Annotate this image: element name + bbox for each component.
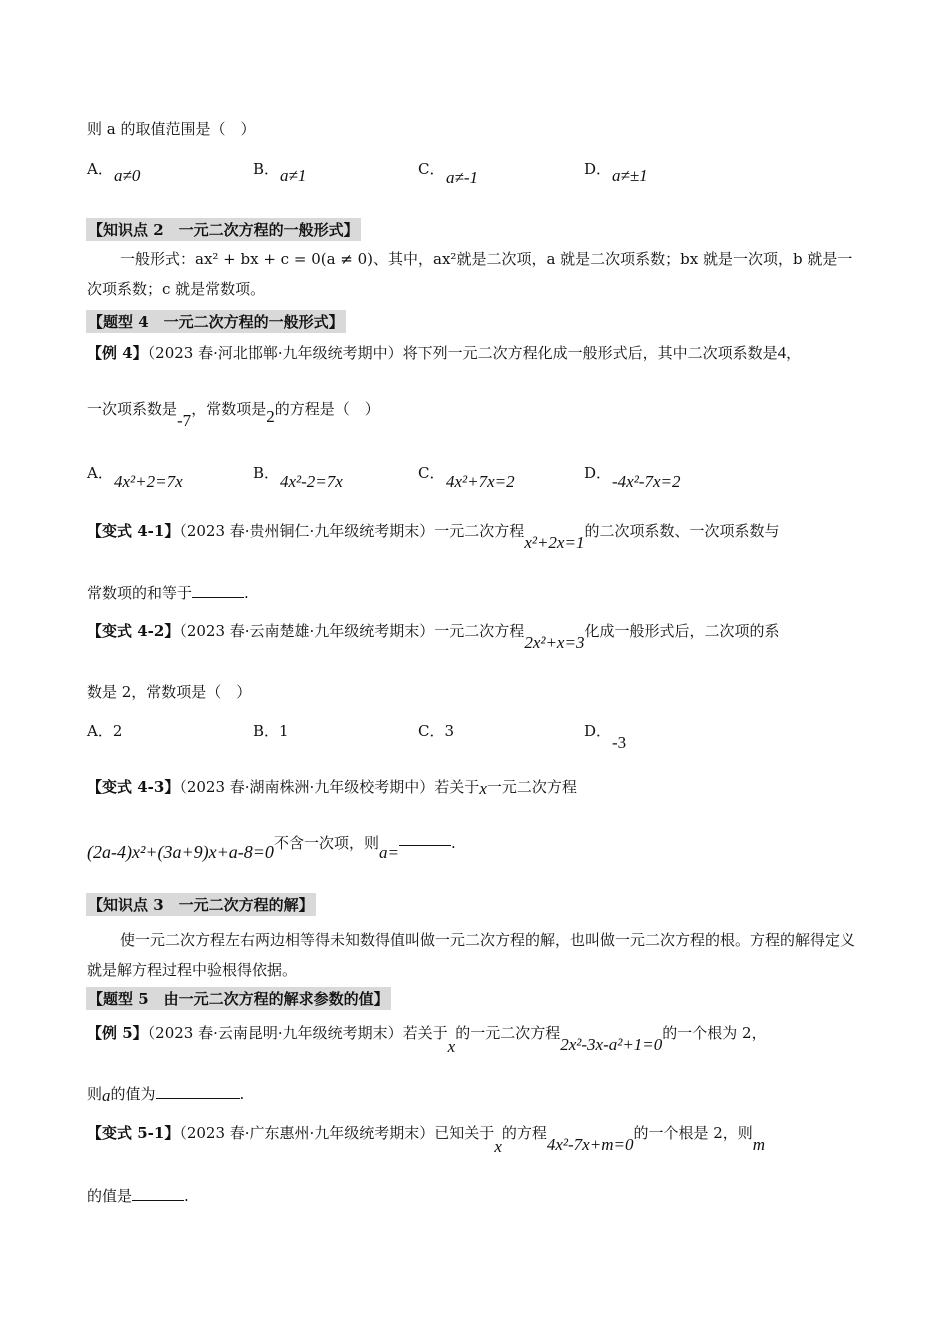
variant-text: 常数项的和等于 bbox=[87, 584, 193, 602]
option-value: a≠0 bbox=[114, 166, 141, 185]
prev-option-d-value bbox=[612, 166, 648, 186]
example-text: 的方程是（ ） bbox=[274, 400, 380, 418]
variant-text: 的值是 bbox=[87, 1187, 133, 1205]
variant-4-1-line1 bbox=[87, 520, 780, 552]
example-text: ，常数项是 bbox=[191, 400, 267, 418]
punctuation: . bbox=[244, 584, 249, 602]
example-tag: 【例 5】 bbox=[87, 1024, 148, 1042]
option-value: 3 bbox=[444, 722, 455, 740]
example-4-option-b-value bbox=[280, 472, 343, 492]
example-text: 的一个根为 2， bbox=[662, 1024, 767, 1042]
option-value: 4x²+7x=2 bbox=[446, 472, 515, 491]
option-value: a≠±1 bbox=[612, 166, 648, 185]
knowledge-point-2-title bbox=[86, 218, 361, 241]
variant-text: 的方程 bbox=[501, 1124, 547, 1142]
example-tag: 【例 4】 bbox=[87, 344, 148, 362]
math-value: 2 bbox=[266, 407, 275, 426]
variant-text: 的二次项系数、一次项系数与 bbox=[584, 522, 780, 540]
variant-4-2-line1 bbox=[87, 620, 780, 652]
option-label: C． bbox=[418, 160, 445, 178]
math-variable: a bbox=[102, 1086, 111, 1105]
prev-option-d bbox=[584, 158, 611, 179]
answer-blank[interactable] bbox=[132, 1186, 184, 1201]
section-title-text: 【知识点 3 一元二次方程的解】 bbox=[88, 896, 314, 914]
option-label: C． bbox=[418, 464, 445, 482]
option-label: A． bbox=[87, 722, 113, 740]
variant-4-2-line2 bbox=[87, 681, 251, 702]
option-value: 4x²-2=7x bbox=[280, 472, 343, 491]
example-4-option-a bbox=[87, 462, 113, 483]
example-text: 的一元二次方程 bbox=[455, 1024, 561, 1042]
example-4-line2 bbox=[87, 398, 380, 430]
prev-option-c-value bbox=[446, 168, 478, 188]
math-variable: m bbox=[752, 1135, 766, 1154]
variant-4-2-option-c bbox=[418, 720, 454, 741]
example-4-option-c bbox=[418, 462, 444, 483]
option-value: 2 bbox=[112, 722, 123, 740]
body-text: 一般形式：ax² + bx + c = 0(a ≠ 0)、其中，ax²就是二次项，a 就是二次项系数；bx 就是一次项，b 就是一次项系数；c 就是常数项。 bbox=[87, 250, 853, 298]
equation: 4x²-7x+m=0 bbox=[546, 1135, 634, 1154]
knowledge-point-3-body bbox=[87, 925, 863, 985]
option-label: D． bbox=[584, 160, 612, 178]
variant-text: 数是 2，常数项是（ ） bbox=[87, 683, 252, 701]
prev-question-stem bbox=[87, 118, 255, 139]
section-title-text: 【题型 4 一元二次方程的一般形式】 bbox=[88, 313, 344, 331]
type-4-title bbox=[86, 310, 346, 333]
example-5-line2 bbox=[87, 1083, 244, 1104]
variant-5-1-line1 bbox=[87, 1122, 766, 1156]
variant-tag: 【变式 4-1】 bbox=[87, 522, 180, 540]
example-text: 一次项系数是 bbox=[87, 400, 178, 418]
option-label: A． bbox=[87, 464, 113, 482]
prev-option-b bbox=[253, 158, 279, 179]
type-5-title bbox=[86, 987, 391, 1010]
example-4-option-d-value bbox=[612, 472, 680, 492]
math-variable: x bbox=[447, 1037, 456, 1056]
example-4-option-a-value bbox=[114, 472, 183, 492]
variant-4-2-option-d-value bbox=[612, 733, 626, 753]
option-label: D． bbox=[584, 464, 612, 482]
option-value: a≠-1 bbox=[446, 168, 478, 187]
math-variable: x bbox=[494, 1137, 502, 1156]
option-label: A． bbox=[87, 160, 113, 178]
variant-4-2-option-d bbox=[584, 720, 611, 741]
knowledge-point-2-body bbox=[87, 244, 863, 304]
math-variable: a= bbox=[378, 843, 399, 862]
variant-text: 一元二次方程 bbox=[486, 778, 577, 796]
variant-5-1-line2 bbox=[87, 1185, 189, 1206]
option-label: B． bbox=[253, 722, 280, 740]
variant-4-2-option-b bbox=[253, 720, 289, 741]
variant-text: （2023 春·云南楚雄·九年级统考期末）一元二次方程 bbox=[179, 622, 525, 640]
variant-4-3-line1 bbox=[87, 776, 577, 797]
punctuation: ， bbox=[786, 344, 802, 362]
punctuation: . bbox=[450, 834, 456, 852]
punctuation: . bbox=[184, 1187, 189, 1205]
answer-blank[interactable] bbox=[156, 1084, 240, 1099]
knowledge-point-3-title bbox=[86, 893, 316, 916]
variant-text: 的一个根是 2，则 bbox=[633, 1124, 753, 1142]
equation: 2x²-3x-a²+1=0 bbox=[560, 1035, 663, 1054]
equation: (2a-4)x²+(3a+9)x+a-8=0 bbox=[87, 842, 274, 862]
variant-tag: 【变式 5-1】 bbox=[87, 1124, 180, 1142]
example-4-option-c-value bbox=[446, 472, 515, 492]
math-variable: x bbox=[479, 779, 487, 798]
equation: 2x²+x=3 bbox=[524, 633, 585, 652]
option-label: B． bbox=[253, 160, 280, 178]
variant-tag: 【变式 4-2】 bbox=[87, 622, 180, 640]
prev-question-stem-text: 则 a 的取值范围是（ ） bbox=[87, 120, 256, 138]
option-value: 4x²+2=7x bbox=[114, 472, 183, 491]
example-text: （2023 春·云南昆明·九年级统考期末）若关于 bbox=[147, 1024, 448, 1042]
punctuation: . bbox=[239, 1085, 245, 1103]
math-value: -7 bbox=[177, 411, 192, 430]
option-value: a≠1 bbox=[280, 166, 307, 185]
prev-option-a bbox=[87, 158, 113, 179]
example-4-option-b bbox=[253, 462, 279, 483]
answer-blank[interactable] bbox=[399, 843, 451, 846]
variant-4-1-line2 bbox=[87, 582, 249, 603]
example-text: 则 bbox=[87, 1085, 103, 1103]
option-value: -4x²-7x=2 bbox=[612, 472, 681, 491]
option-value: -3 bbox=[612, 733, 627, 752]
prev-option-a-value bbox=[114, 166, 140, 186]
variant-text: （2023 春·湖南株洲·九年级校考期中）若关于 bbox=[179, 778, 480, 796]
body-text: 使一元二次方程左右两边相等得未知数得值叫做一元二次方程的解，也叫做一元二次方程的根。方程的解得定义就是解方程过程中验根得依据。 bbox=[87, 931, 856, 979]
variant-text: 化成一般形式后，二次项的系 bbox=[584, 622, 780, 640]
option-label: D． bbox=[584, 722, 612, 740]
variant-4-3-line2 bbox=[87, 832, 456, 862]
variant-text: 不含一次项，则 bbox=[273, 834, 379, 852]
variant-4-2-option-a bbox=[87, 720, 122, 741]
example-text: 的值为 bbox=[110, 1085, 156, 1103]
equation: x²+2x=1 bbox=[524, 533, 585, 552]
section-title-text: 【知识点 2 一元二次方程的一般形式】 bbox=[88, 221, 359, 239]
section-title-text: 【题型 5 由一元二次方程的解求参数的值】 bbox=[88, 990, 389, 1008]
example-4-line1 bbox=[87, 342, 801, 363]
variant-text: （2023 春·贵州铜仁·九年级统考期末）一元二次方程 bbox=[179, 522, 525, 540]
example-5-line1 bbox=[87, 1022, 767, 1056]
variant-text: （2023 春·广东惠州·九年级统考期末）已知关于 bbox=[179, 1124, 495, 1142]
answer-blank[interactable] bbox=[192, 583, 244, 598]
prev-option-b-value bbox=[280, 166, 306, 186]
prev-option-c bbox=[418, 158, 444, 179]
variant-tag: 【变式 4-3】 bbox=[87, 778, 180, 796]
option-label: B． bbox=[253, 464, 280, 482]
example-text: （2023 春·河北邯郸·九年级统考期中）将下列一元二次方程化成一般形式后，其中二次项系数是 bbox=[147, 344, 778, 362]
math-value: 4 bbox=[777, 343, 787, 362]
option-label: C． bbox=[418, 722, 445, 740]
option-value: 1 bbox=[279, 722, 289, 740]
example-4-option-d bbox=[584, 462, 611, 483]
